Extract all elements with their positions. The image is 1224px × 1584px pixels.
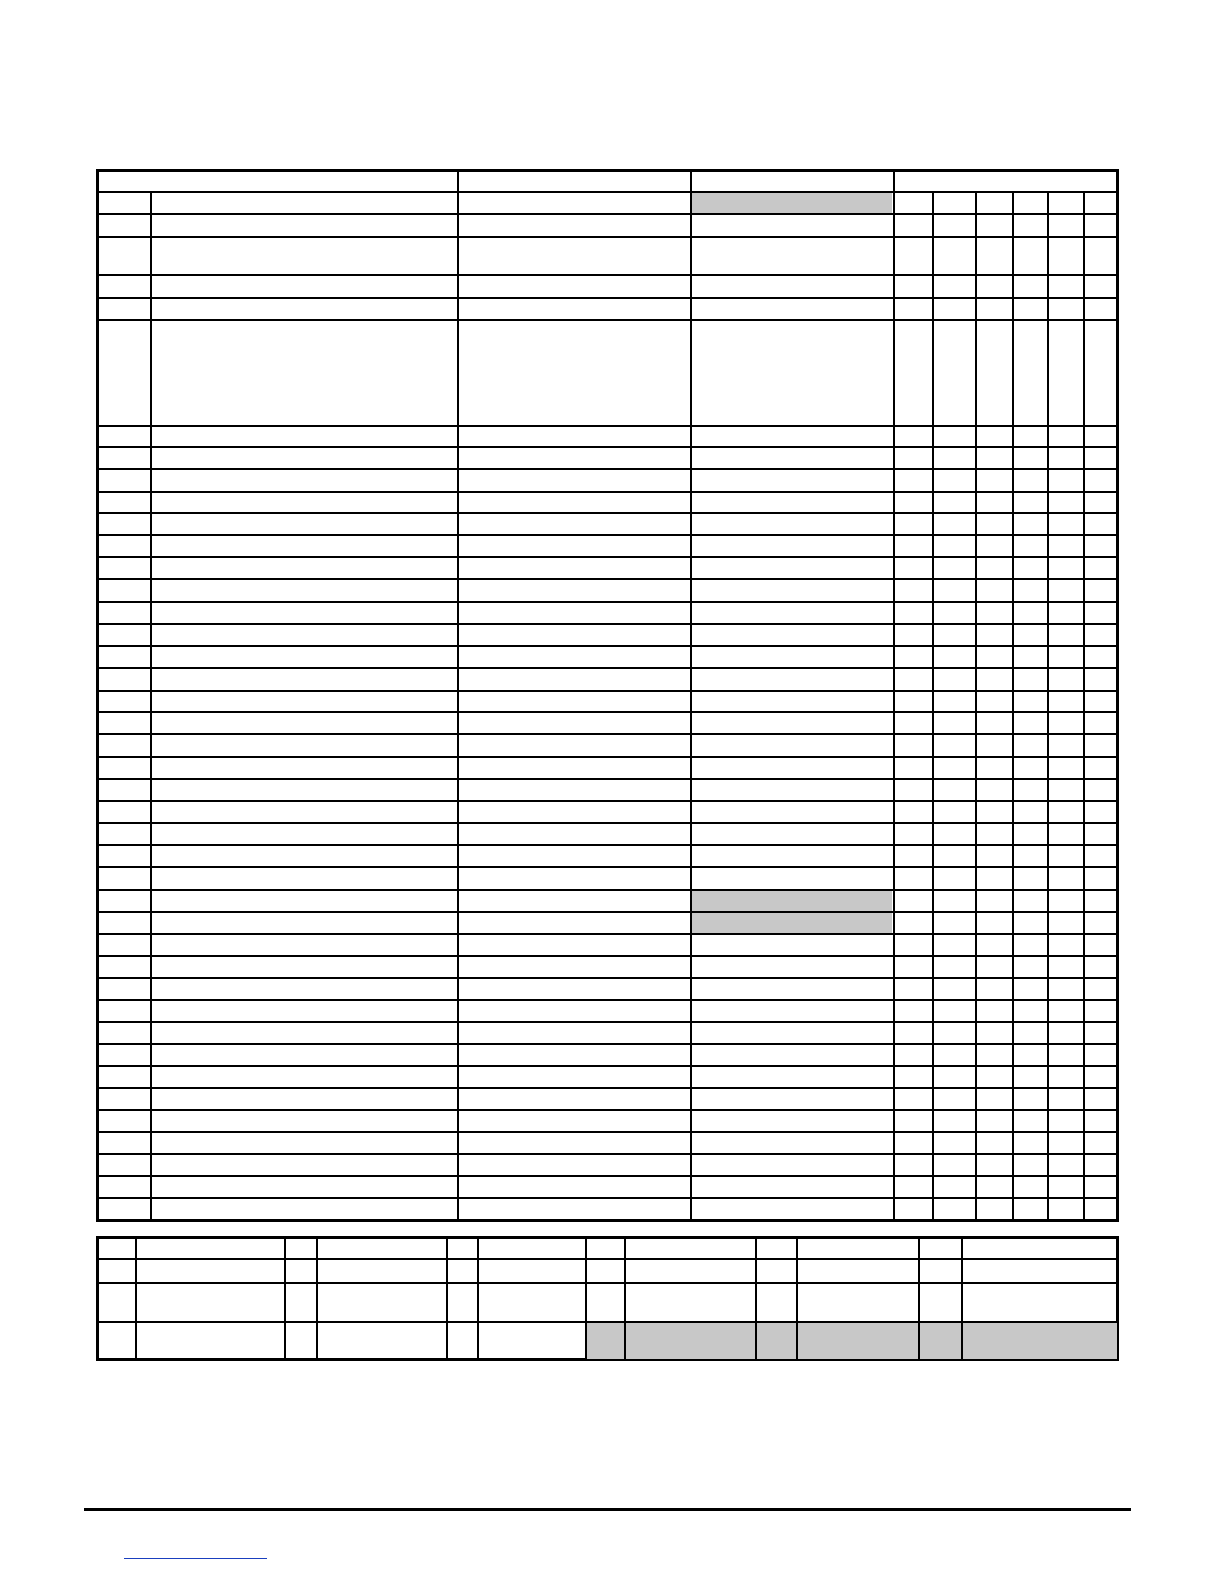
- column-divider: [1012, 191, 1014, 1222]
- table-row-divider: [96, 468, 1119, 470]
- table-row-divider: [96, 534, 1119, 536]
- table-row-divider: [96, 1197, 1119, 1199]
- table-row-divider: [96, 319, 1119, 321]
- table-row-divider: [96, 711, 1119, 713]
- table-row-divider: [96, 933, 1119, 935]
- column-divider: [457, 169, 459, 1222]
- table-row-divider: [96, 667, 1119, 669]
- table-row-divider: [96, 1021, 1119, 1023]
- table-row-divider: [96, 556, 1119, 558]
- table-row-divider: [96, 1282, 1119, 1284]
- table-row-divider: [96, 274, 1119, 276]
- table-row-divider: [96, 1321, 1119, 1323]
- shaded-cell: [692, 192, 892, 213]
- table-row-divider: [96, 1131, 1119, 1133]
- table-row-divider: [96, 297, 1119, 299]
- column-divider: [446, 1236, 448, 1361]
- table-row-divider: [96, 911, 1119, 913]
- table-row-divider: [96, 690, 1119, 692]
- shaded-cell: [692, 912, 892, 933]
- column-divider: [893, 169, 895, 1222]
- table-row-divider: [96, 778, 1119, 780]
- table-row-divider: [96, 623, 1119, 625]
- table-row-divider: [96, 1065, 1119, 1067]
- column-divider: [284, 1236, 286, 1361]
- table-row-divider: [96, 191, 1119, 193]
- table-row-divider: [96, 601, 1119, 603]
- column-divider: [961, 1236, 963, 1361]
- table-row-divider: [96, 1087, 1119, 1089]
- table-row-divider: [96, 1109, 1119, 1111]
- column-divider: [585, 1236, 587, 1361]
- table-row-divider: [96, 491, 1119, 493]
- column-divider: [1083, 191, 1085, 1222]
- table-row-divider: [96, 1043, 1119, 1045]
- column-divider: [690, 169, 692, 1222]
- table-row-divider: [96, 889, 1119, 891]
- table-row-divider: [96, 578, 1119, 580]
- shaded-cell: [586, 1322, 1117, 1359]
- table-row-divider: [96, 844, 1119, 846]
- footer-rule: [84, 1508, 1131, 1511]
- column-divider: [1047, 191, 1049, 1222]
- table-row-divider: [96, 999, 1119, 1001]
- footer-link-underline[interactable]: [124, 1558, 267, 1559]
- column-divider: [624, 1236, 626, 1361]
- table-row-divider: [96, 645, 1119, 647]
- column-divider: [150, 191, 152, 1222]
- table-row-divider: [96, 213, 1119, 215]
- table-row-divider: [96, 800, 1119, 802]
- column-divider: [316, 1236, 318, 1361]
- table-row-divider: [96, 1153, 1119, 1155]
- table-row-divider: [96, 1258, 1119, 1260]
- column-divider: [135, 1236, 137, 1361]
- table-row-divider: [96, 425, 1119, 427]
- column-divider: [796, 1236, 798, 1361]
- table-row-divider: [96, 977, 1119, 979]
- table-row-divider: [96, 756, 1119, 758]
- table-row-divider: [96, 733, 1119, 735]
- column-divider: [477, 1236, 479, 1361]
- column-divider: [918, 1236, 920, 1361]
- column-divider: [755, 1236, 757, 1361]
- table-row-divider: [96, 446, 1119, 448]
- table-row-divider: [96, 866, 1119, 868]
- table-row-divider: [96, 822, 1119, 824]
- table-row-divider: [96, 236, 1119, 238]
- column-divider: [975, 191, 977, 1222]
- table-row-divider: [96, 1175, 1119, 1177]
- table-row-divider: [96, 512, 1119, 514]
- shaded-cell: [692, 890, 892, 911]
- column-divider: [932, 191, 934, 1222]
- table-row-divider: [96, 955, 1119, 957]
